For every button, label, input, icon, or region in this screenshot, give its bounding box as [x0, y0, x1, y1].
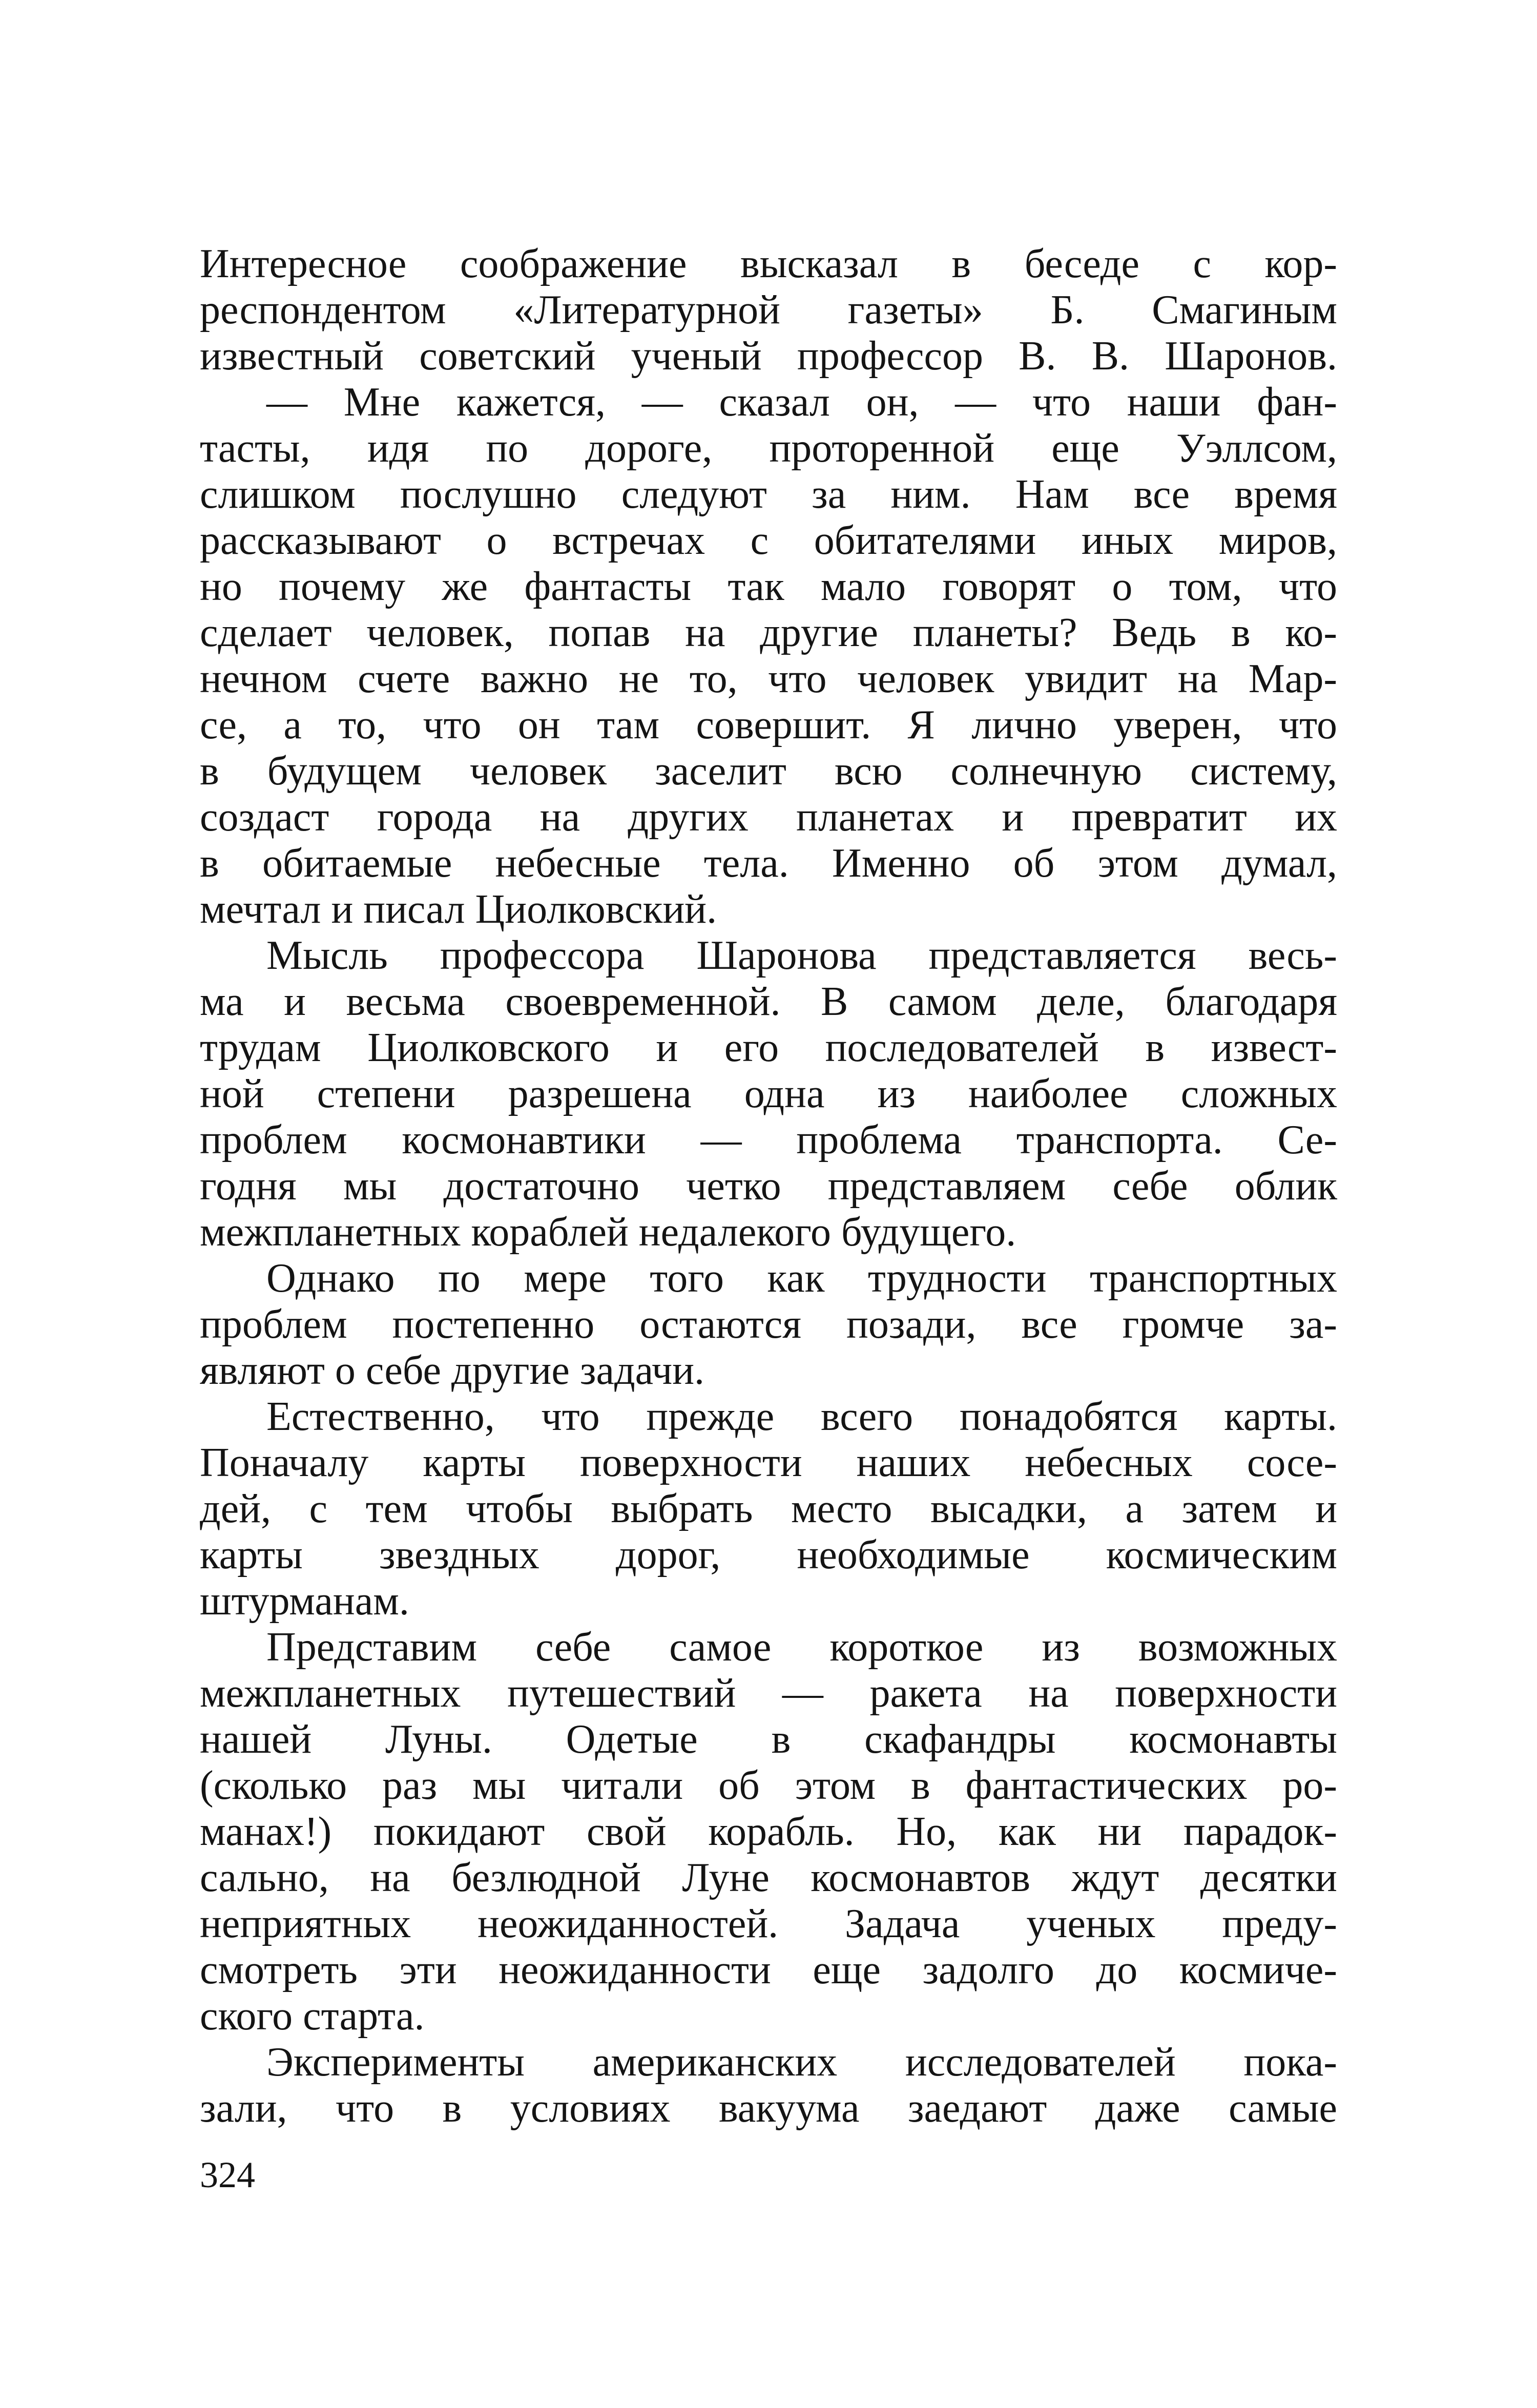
text-line: карты звездных дорог, необходимые космическим — [200, 1532, 1337, 1577]
text-line: межпланетных кораблей недалекого будущего. — [200, 1210, 1016, 1255]
text-line: рассказывают о встречах с обитателями иных миров, — [200, 518, 1337, 563]
text-line: мечтал и писал Циолковский. — [200, 887, 717, 932]
text-line: штурманам. — [200, 1579, 409, 1624]
text-line: ма и весьма своевременной. В самом деле, благодаря — [200, 979, 1337, 1024]
text-line: проблем космонавтики — проблема транспорта. Се- — [200, 1117, 1337, 1163]
text-line: нечном счете важно не то, что человек увидит на Мар- — [200, 656, 1337, 701]
text-line: Поначалу карты поверхности наших небесных сосе- — [200, 1440, 1337, 1485]
text-line: манах!) покидают свой корабль. Но, как ни парадок- — [200, 1809, 1337, 1854]
text-line: слишком послушно следуют за ним. Нам все время — [200, 472, 1337, 517]
text-line: Эксперименты американских исследователей пока- — [266, 2040, 1337, 2085]
text-line: зали, что в условиях вакуума заедают даже самые — [200, 2086, 1337, 2131]
text-line: известный советский ученый профессор В. В. Шаронов. — [200, 334, 1337, 379]
text-line: но почему же фантасты так мало говорят о том, что — [200, 564, 1337, 609]
text-line: Естественно, что прежде всего понадобятся карты. — [266, 1394, 1337, 1439]
text-line: (сколько раз мы читали об этом в фантастических ро- — [200, 1763, 1337, 1808]
text-line: годня мы достаточно четко представляем себе облик — [200, 1164, 1337, 1209]
text-line: Однако по мере того как трудности транспортных — [266, 1256, 1337, 1301]
text-line: дей, с тем чтобы выбрать место высадки, а затем и — [200, 1486, 1337, 1531]
text-line: сделает человек, попав на другие планеты? Ведь в ко- — [200, 610, 1337, 655]
text-line: се, а то, что он там совершит. Я лично уверен, что — [200, 702, 1337, 748]
text-line: создаст города на других планетах и превратит их — [200, 795, 1337, 840]
text-line: — Мне кажется, — сказал он, — что наши фан- — [266, 380, 1337, 425]
text-line: Интересное соображение высказал в беседе с кор- — [200, 241, 1337, 286]
text-line: Представим себе самое короткое из возможных — [266, 1625, 1337, 1670]
text-line: Мысль профессора Шаронова представляется весь- — [266, 933, 1337, 978]
text-line: респондентом «Литературной газеты» Б. Смагиным — [200, 287, 1337, 333]
text-line: проблем постепенно остаются позади, все громче за- — [200, 1302, 1337, 1347]
text-line: тасты, идя по дороге, проторенной еще Уэллсом, — [200, 426, 1337, 471]
text-line: межпланетных путешествий — ракета на поверхности — [200, 1671, 1337, 1716]
text-line: являют о себе другие задачи. — [200, 1348, 704, 1393]
text-line: сально, на безлюдной Луне космонавтов ждут десятки — [200, 1855, 1337, 1900]
text-line: трудам Циолковского и его последователей в извест- — [200, 1025, 1337, 1070]
text-line: неприятных неожиданностей. Задача ученых преду- — [200, 1901, 1337, 1946]
text-line: смотреть эти неожиданности еще задолго до космиче- — [200, 1947, 1337, 1992]
text-line: ной степени разрешена одна из наиболее сложных — [200, 1071, 1337, 1116]
text-line: нашей Луны. Одетые в скафандры космонавты — [200, 1717, 1337, 1762]
text-line: в обитаемые небесные тела. Именно об этом думал, — [200, 841, 1337, 886]
text-line: ского старта. — [200, 1994, 425, 2039]
text-line: в будущем человек заселит всю солнечную систему, — [200, 749, 1337, 794]
page-number: 324 — [200, 2154, 255, 2195]
